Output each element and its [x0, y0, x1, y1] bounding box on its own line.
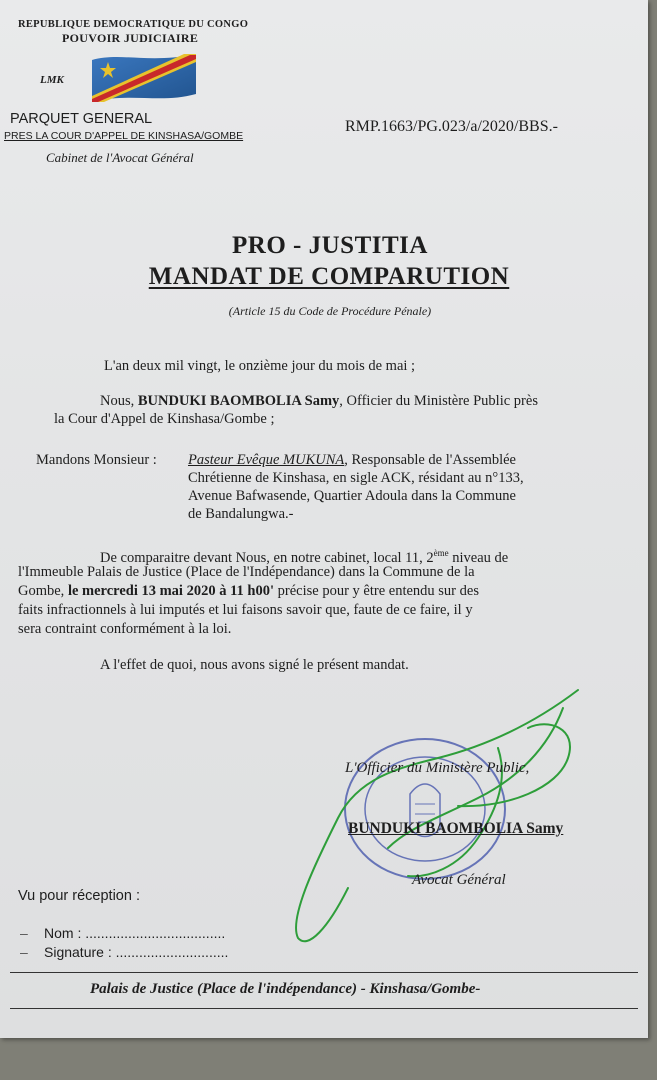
signatory-role: L'Officier du Ministère Public, [345, 760, 530, 776]
office-heading: PARQUET GENERAL [10, 111, 153, 127]
document-subtitle: (Article 15 du Code de Procédure Pénale) [228, 304, 432, 318]
summons-line4: faits infractionnels à lui imputés et lui faisons savoir que, faute de ce faire, il y [18, 602, 473, 618]
judicial-power-heading: POUVOIR JUDICIAIRE [62, 31, 199, 45]
date-line: L'an deux mil vingt, le onzième jour du mois de mai ; [104, 358, 416, 374]
reception-signature-field: Signature : ............................. [44, 944, 229, 960]
accused-line1 [188, 451, 516, 469]
summons-line5: sera contraint conformément à la loi. [18, 621, 232, 637]
footer-address: Palais de Justice (Place de l'indépendance) - Kinshasa/Gombe- [90, 981, 481, 997]
mandons-label: Mandons Monsieur : [36, 452, 157, 468]
summons-superscript: ème [433, 548, 449, 558]
summons-line3-b: précise pour y être entendu sur des [274, 583, 479, 599]
signature-dash: – [20, 944, 28, 960]
accused-line2: Chrétienne de Kinshasa, en sigle ACK, résidant au n°133, [188, 470, 524, 486]
court-heading: PRES LA COUR D'APPEL DE KINSHASA/GOMBE [4, 130, 244, 142]
document-title-2: MANDAT DE COMPARUTION [148, 263, 510, 290]
reception-label: Vu pour réception : [18, 888, 140, 904]
accused-line4: de Bandalungwa.- [188, 506, 294, 522]
nous-rest: , Officier du Ministère Public près [339, 393, 538, 409]
appearance-date: le mercredi 13 mai 2020 à 11 h00' [67, 583, 275, 599]
accused-line3: Avenue Bafwasende, Quartier Adoula dans la Commune [188, 488, 516, 504]
summons-line1-a: De comparaitre devant Nous, en notre cabinet, local 11, 2 [100, 549, 434, 566]
nous-prefix: Nous, [100, 393, 135, 409]
summons-line3 [18, 582, 479, 600]
closing-line: A l'effet de quoi, nous avons signé le présent mandat. [100, 657, 409, 673]
nous-paragraph-line2: la Cour d'Appel de Kinshasa/Gombe ; [54, 411, 275, 427]
officer-name: BUNDUKI BAOMBOLIA Samy [137, 393, 340, 409]
accused-name: Pasteur Evêque MUKUNA [188, 452, 345, 468]
reception-name-field: Nom : .................................... [44, 925, 226, 941]
summons-line1-b: niveau de [448, 549, 509, 566]
initials-mark: LMK [40, 74, 64, 86]
footer-divider-top [10, 972, 638, 973]
cabinet-heading: Cabinet de l'Avocat Général [46, 150, 194, 165]
accused-line1-rest: , Responsable de l'Assemblée [344, 452, 516, 468]
reference-number: RMP.1663/PG.023/a/2020/BBS.- [345, 118, 558, 135]
footer-divider-bottom [10, 1008, 638, 1009]
document-title-1: PRO - JUSTITIA [232, 232, 428, 259]
name-dash: – [20, 925, 28, 941]
drc-flag-icon [90, 50, 198, 106]
summons-line3-a: Gombe, [18, 583, 68, 599]
nous-paragraph-line1 [100, 392, 620, 410]
signatory-name: BUNDUKI BAOMBOLIA Samy [348, 820, 564, 837]
summons-line2: l'Immeuble Palais de Justice (Place de l'Indépendance) dans la Commune de la [18, 564, 475, 580]
signature-scribble-icon [278, 688, 588, 950]
republic-heading: REPUBLIQUE DEMOCRATIQUE DU CONGO [18, 19, 249, 30]
signatory-rank: Avocat Général [412, 872, 506, 888]
